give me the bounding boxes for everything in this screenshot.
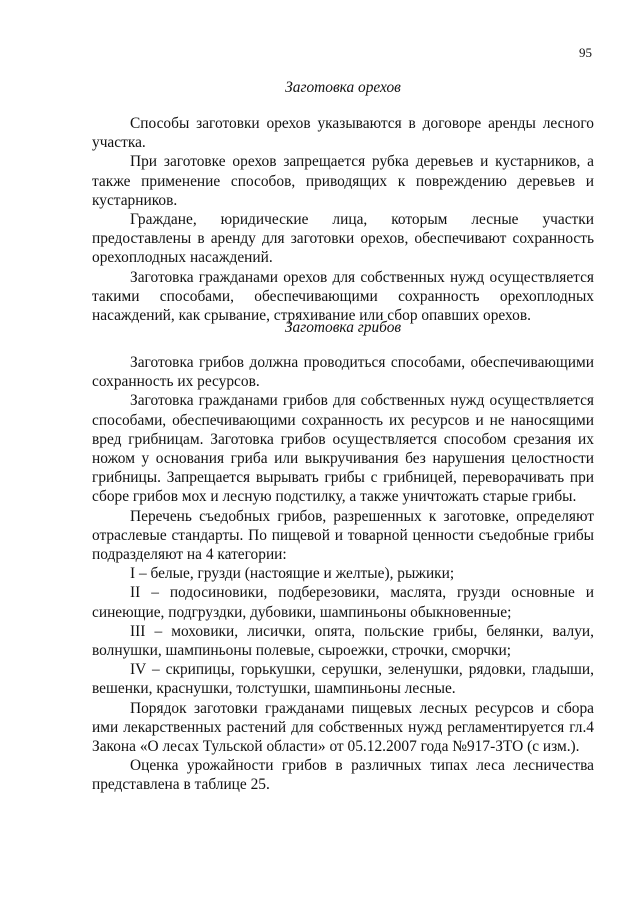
section-heading: Заготовка грибов <box>284 319 402 336</box>
paragraph: Способы заготовки орехов указываются в договоре аренды лесного участка. <box>92 115 594 152</box>
list-item-category: I – белые, грузди (настоящие и желтые), рыжики; <box>130 565 455 583</box>
list-item-category: III – моховики, лисички, опята, польские грибы, белянки, валуи, волнушки, шампиньоны полевые, сыроежки, строчки, сморчки; <box>92 622 594 660</box>
paragraph: Заготовка гражданами орехов для собственных нужд осуществляется такими способами, обеспечивающими сохранность орехоплодных насаждений, как срывание, стряхивание или сбор опавших орехов. <box>92 268 594 325</box>
section-heading-mushrooms-block <box>92 318 594 337</box>
paragraph: Перечень съедобных грибов, разрешенных к заготовке, определяют отраслевые стандарты. По пищевой и товарной ценности съедобные грибы подразделяют на 4 категории: <box>92 507 594 564</box>
paragraph: Заготовка гражданами грибов для собственных нужд осуществляется способами, обеспечивающими сохранность их ресурсов и не наносящими вред грибницам. Заготовка грибов осуществляется способом срезания их ножом у основания гриба или выкручивания без нарушения целостности грибницы. Запрещается вырывать грибы с грибницей, переворачивать при сборе грибов мох и лесную подстилку, а также уничтожать старые грибы. <box>92 392 594 506</box>
list-item-category: IV – скрипицы, горькушки, серушки, зеленушки, рядовки, гладыши, вешенки, краснушки, толстушки, шампиньоны лесные. <box>92 661 594 698</box>
list-item-category: II – подосиновики, подберезовики, маслята, грузди основные и синеющие, подгруздки, дубовики, шампиньоны обыкновенные; <box>92 584 594 621</box>
section-heading-nuts-block <box>92 78 594 97</box>
section-heading: Заготовка орехов <box>285 79 401 96</box>
paragraph: Оценка урожайности грибов в различных типах леса лесничества представлена в таблице 25. <box>92 757 594 794</box>
page-number: 95 <box>579 45 592 60</box>
paragraph: Заготовка грибов должна проводиться способами, обеспечивающими сохранность их ресурсов. <box>92 354 594 391</box>
paragraph: При заготовке орехов запрещается рубка деревьев и кустарников, а также применение способов, приводящих к повреждению деревьев и кустарников. <box>92 153 594 209</box>
paragraph: Порядок заготовки гражданами пищевых лесных ресурсов и сбора ими лекарственных растений для собственных нужд регламентируется гл.4 Закона «О лесах Тульской области» от 05.12.2007 года №917-ЗТО (с изм.). <box>92 699 594 756</box>
section-nuts-body <box>92 114 594 325</box>
section-mushrooms-body <box>92 353 594 795</box>
paragraph: Граждане, юридические лица, которым лесные участки предоставлены в аренду для заготовки орехов, обеспечивают сохранность орехоплодных насаждений. <box>92 211 594 267</box>
